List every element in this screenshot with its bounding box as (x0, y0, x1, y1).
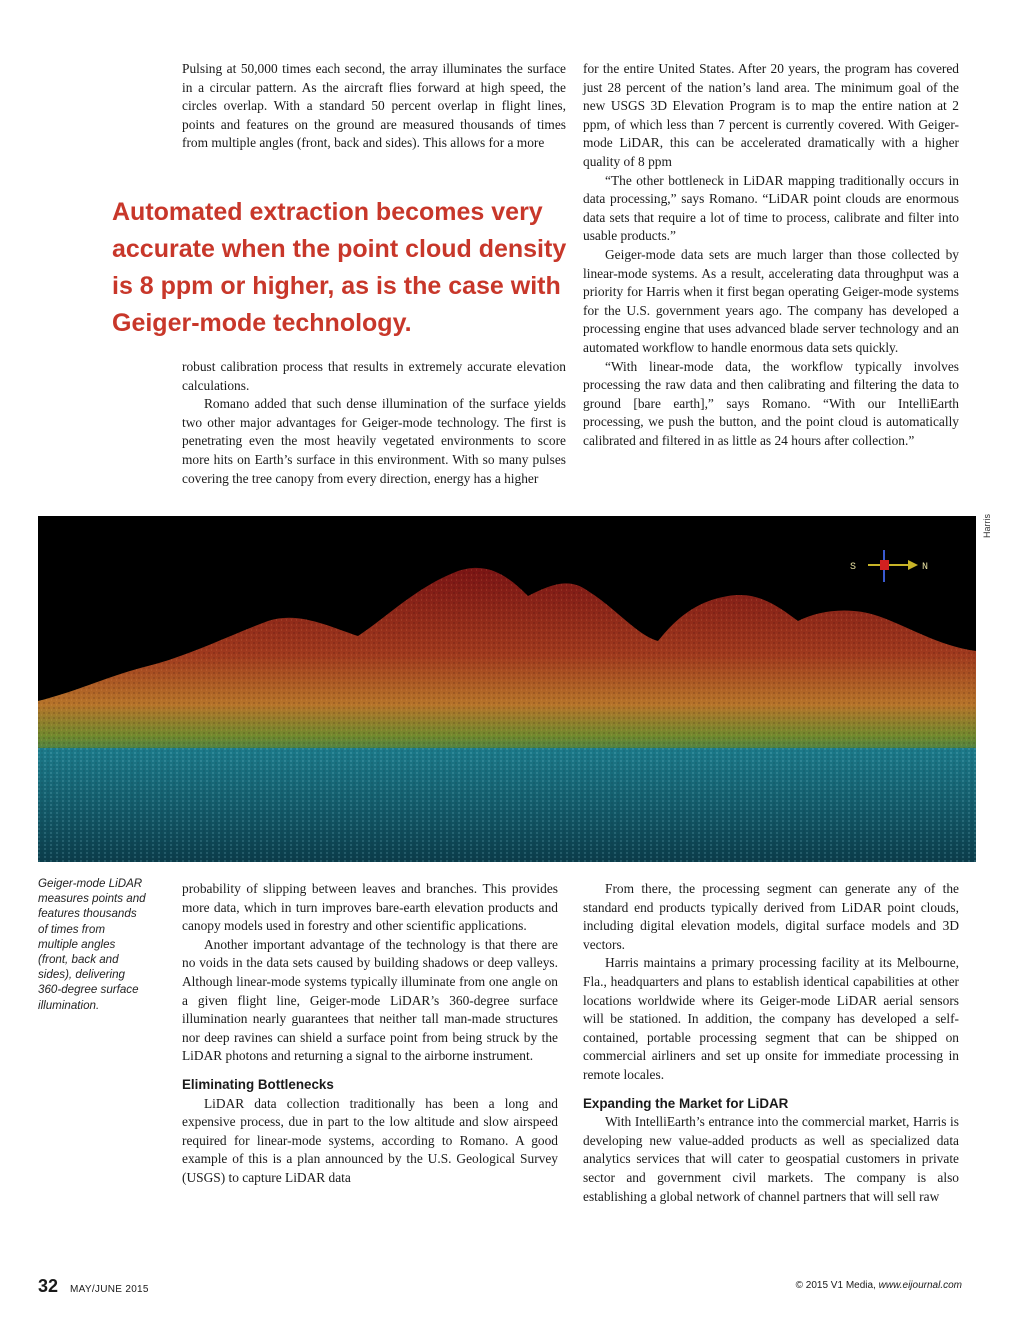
paragraph: for the entire United States. After 20 years, the program has covered just 28 percent of the nation’s land area. The minimum goal of the new USGS 3D Elevation Program is to map the entire nation at 2 ppm, of which less than 7 percent is currently covered. With Geiger-mode LiDAR, this can be accelerated dramatically with a higher quality of 8 ppm (583, 61, 959, 169)
paragraph: probability of slipping between leaves and branches. This provides more data, which in turn improves bare-earth elevation products and canopy models used in forestry and other scientific applications. (182, 881, 558, 934)
photo-credit: Harris (982, 514, 992, 538)
article-column-bottom-left (182, 880, 558, 1188)
compass-label-s: S (850, 562, 857, 573)
paragraph: robust calibration process that results in extremely accurate elevation calculations. (182, 359, 566, 393)
article-column-mid-left (182, 358, 566, 488)
compass-label-n: N (922, 562, 929, 573)
lidar-point-cloud-image (38, 516, 976, 862)
point-cloud-illustration (38, 516, 976, 862)
paragraph: Geiger-mode data sets are much larger than those collected by linear-mode systems. As a result, accelerating data throughput was a priority for Harris when it first began operating Geiger-mode systems for the U.S. government years ago. The company has developed a processing engine that uses advanced blade server technology and an automated workflow to handle enormous data sets quickly. (583, 246, 959, 355)
article-column-top-left (182, 60, 566, 153)
footer-right (796, 1280, 962, 1291)
page-number: 32 (38, 1276, 59, 1296)
paragraph: Romano added that such dense illumination of the surface yields two other major advantages for Geiger-mode technology. The first is penetrating even the most heavily vegetated environments to score more hits on Earth’s surface in this environment. With so many pulses covering the tree canopy from every direction, energy has a higher (182, 396, 566, 486)
photo-caption: Geiger-mode LiDAR measures points and features thousands of times from multiple angles (front, back and sides), delivering 360-degree surface illumination. (38, 877, 146, 1012)
article-column-top-right (583, 60, 959, 450)
paragraph: Pulsing at 50,000 times each second, the array illuminates the surface in a circular pattern. As the aircraft flies forward at high speed, the circles overlap. With a standard 50 percent overlap in flight lines, points and features on the ground are measured thousands of times from multiple angles (front, back and sides). This allows for a more (182, 61, 566, 151)
section-heading: Eliminating Bottlenecks (182, 1076, 334, 1092)
paragraph: “The other bottleneck in LiDAR mapping traditionally occurs in data processing,” says Romano. “LiDAR point clouds are enormous data sets that require a lot of time to process, calibrate and filter into usable products.” (583, 172, 959, 244)
paragraph: LiDAR data collection traditionally has been a long and expensive process, due in part to the low altitude and slow airspeed required for linear-mode systems, according to Romano. A good example of this is a plan announced by the U.S. Geological Survey (USGS) to capture LiDAR data (182, 1095, 558, 1185)
issue-date: MAY/JUNE 2015 (70, 1284, 149, 1295)
paragraph: With IntelliEarth’s entrance into the commercial market, Harris is developing new value-added products as well as specialized data analytics services that will cater to geospatial customers in private sector and government civil markets. The company is also establishing a global network of channel partners that will sell raw (583, 1114, 959, 1204)
paragraph: Another important advantage of the technology is that there are no voids in the data sets caused by building shadows or deep valleys. Although linear-mode systems typically illuminate from one angle on a given flight line, Geiger-mode LiDAR’s 360-degree surface illumination nearly guarantees that neither tall man-made structures nor deep ravines can shield a surface point from being struck by the LiDAR photons and returning a signal to the airborne instrument. (182, 936, 558, 1064)
article-column-bottom-right (583, 880, 959, 1206)
paragraph: From there, the processing segment can generate any of the standard end products typically derived from LiDAR point clouds, including digital elevation models, digital surface models and 3D vectors. (583, 881, 959, 952)
paragraph: “With linear-mode data, the workflow typically involves processing the raw data and then calibrating and filtering the data to ground [bare earth],” says Romano. “With our IntelliEarth processing, we push the button, and the point cloud is automatically calibrated and filtered in as little as 24 hours after collection.” (583, 358, 959, 448)
paragraph: Harris maintains a primary processing facility at its Melbourne, Fla., headquarters and plans to establish identical capabilities at other locations worldwide where its Geiger-mode LiDAR aerial sensors will be stationed. In addition, the company has developed a self-contained, portable processing segment that can be shipped on commercial airliners and set up onsite for immediate processing in remote locales. (583, 955, 959, 1082)
section-heading: Expanding the Market for LiDAR (583, 1095, 789, 1111)
copyright-text: © 2015 V1 Media, (795, 1280, 879, 1291)
footer-left (38, 1276, 149, 1297)
pull-quote: Automated extraction becomes very accurate when the point cloud density is 8 ppm or higher, as is the case with Geiger-mode technology. (112, 198, 567, 337)
website-link[interactable]: www.eijournal.com (878, 1280, 962, 1291)
